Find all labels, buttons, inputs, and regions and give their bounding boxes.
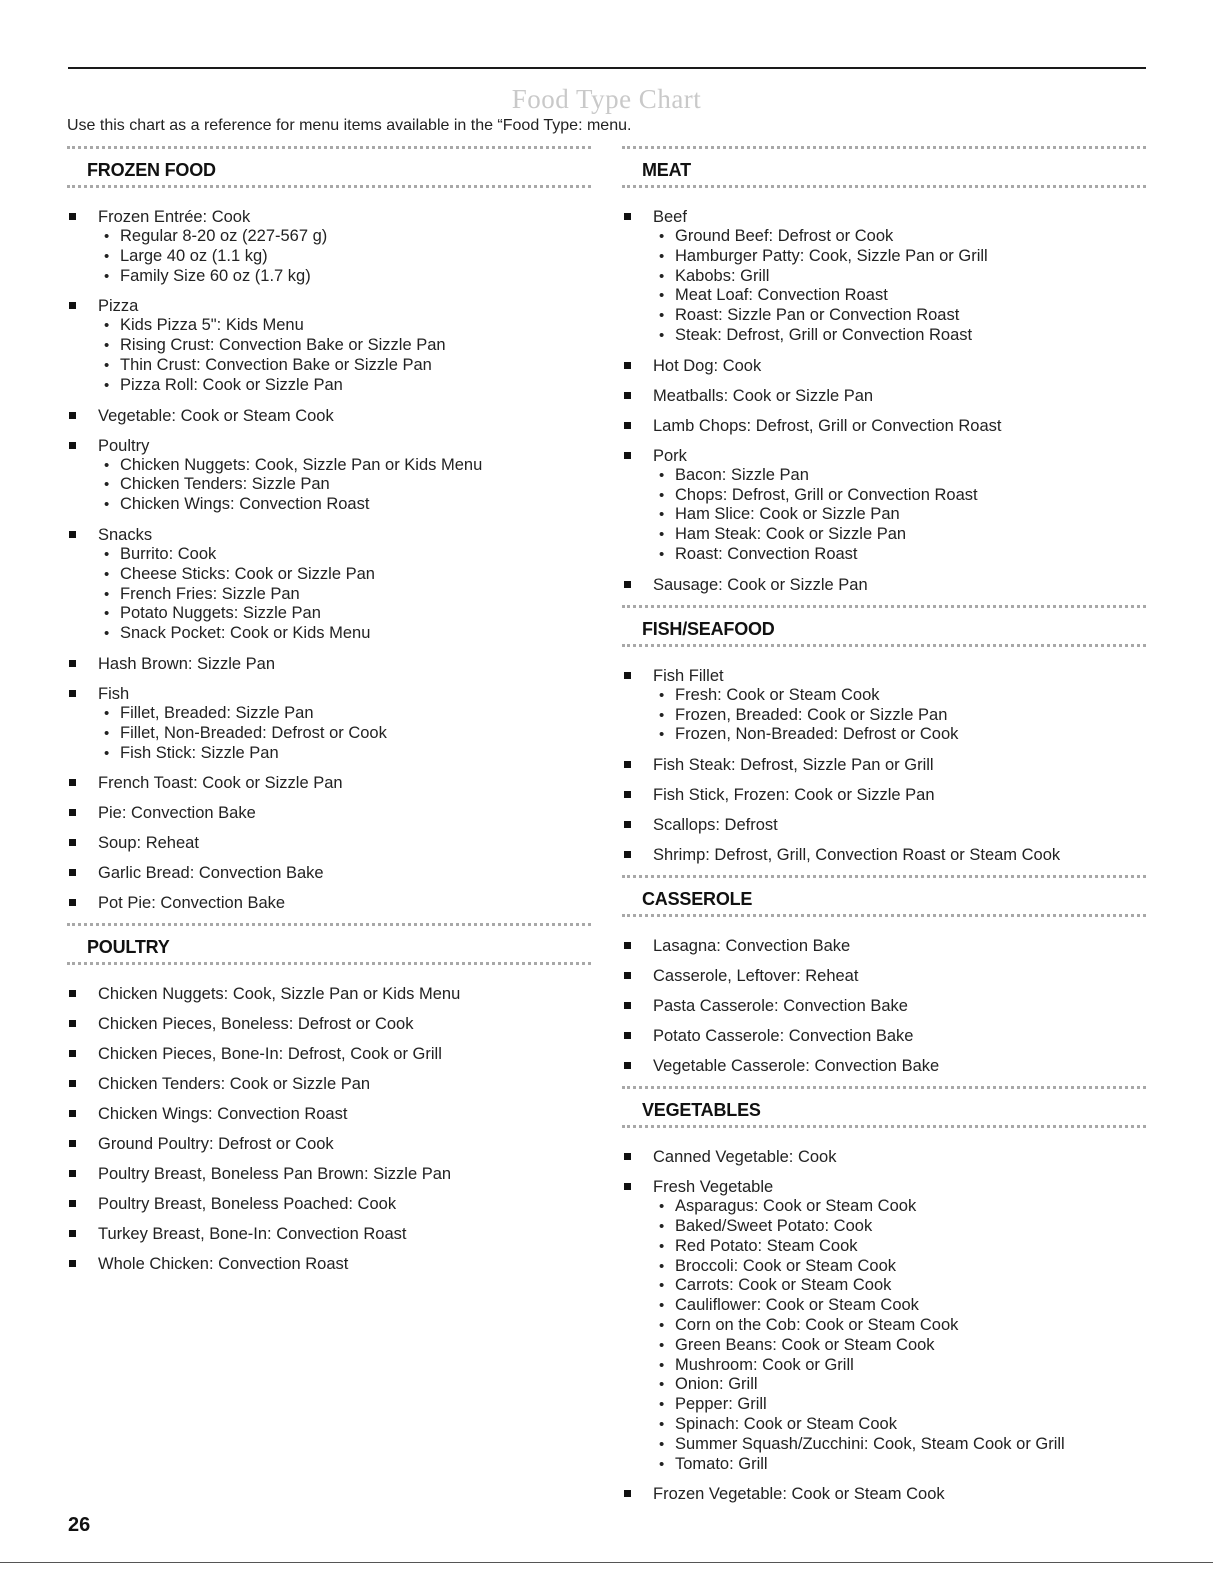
item-text: Chicken Pieces, Boneless: Defrost or Cook <box>98 1015 414 1034</box>
square-bullet-icon <box>622 785 653 805</box>
square-bullet-icon <box>622 416 653 436</box>
sub-list-item: • Regular 8-20 oz (227-567 g) <box>98 227 591 247</box>
sub-list-item: • Fresh: Cook or Steam Cook <box>653 686 1146 706</box>
square-bullet-icon <box>622 575 653 595</box>
sub-list-item: • Fillet, Breaded: Sizzle Pan <box>98 704 591 724</box>
item-body <box>98 1194 591 1214</box>
sub-list-item: • Tomato: Grill <box>653 1455 1146 1475</box>
item-body <box>653 845 1146 865</box>
square-bullet-icon <box>67 1254 98 1274</box>
sub-list <box>653 227 1146 346</box>
sub-list-item: • Snack Pocket: Cook or Kids Menu <box>98 624 591 644</box>
list-item <box>622 845 1146 865</box>
sub-list-item: • Chicken Wings: Convection Roast <box>98 495 591 515</box>
sub-list-item: • Kabobs: Grill <box>653 267 1146 287</box>
section-header <box>622 1086 1146 1128</box>
item-text: Pork <box>653 446 687 465</box>
sub-list-item: • French Fries: Sizzle Pan <box>98 585 591 605</box>
sub-list-item: • Red Potato: Steam Cook <box>653 1237 1146 1257</box>
item-text: Pie: Convection Bake <box>98 804 256 823</box>
section-header-text: FROZEN FOOD <box>87 160 216 180</box>
section-header-text: CASSEROLE <box>642 889 753 910</box>
sub-list-item: • Chicken Tenders: Sizzle Pan <box>98 475 591 495</box>
list-item <box>622 1056 1146 1076</box>
section-casserole <box>622 875 1146 1076</box>
list-item <box>622 416 1146 436</box>
item-body <box>653 936 1146 956</box>
sub-list-item: • Rising Crust: Convection Bake or Sizzle Pan <box>98 336 591 356</box>
list-item <box>67 1074 591 1094</box>
item-text: Meatballs: Cook or Sizzle Pan <box>653 386 874 405</box>
sub-list-item: • Ground Beef: Defrost or Cook <box>653 227 1146 247</box>
sub-list-item: • Onion: Grill <box>653 1375 1146 1395</box>
square-bullet-icon <box>67 654 98 674</box>
item-body <box>653 386 1146 406</box>
square-bullet-icon <box>67 1224 98 1244</box>
sub-list-item: • Ham Slice: Cook or Sizzle Pan <box>653 505 1146 525</box>
list-item <box>67 436 591 515</box>
list-item <box>622 755 1146 775</box>
square-bullet-icon <box>67 1164 98 1184</box>
sub-list-item: • Green Beans: Cook or Steam Cook <box>653 1336 1146 1356</box>
sub-list-item: • Kids Pizza 5": Kids Menu <box>98 316 591 336</box>
item-text: Lasagna: Convection Bake <box>653 937 851 956</box>
item-text: Sausage: Cook or Sizzle Pan <box>653 575 868 594</box>
sub-list-item: • Potato Nuggets: Sizzle Pan <box>98 604 591 624</box>
list-item <box>622 356 1146 376</box>
square-bullet-icon <box>622 1177 653 1474</box>
item-text: Hot Dog: Cook <box>653 356 762 375</box>
item-body <box>653 815 1146 835</box>
list-item <box>622 1484 1146 1504</box>
list-item <box>622 1147 1146 1167</box>
item-body <box>98 207 591 286</box>
section-header-text: VEGETABLES <box>642 1100 761 1121</box>
item-body <box>98 803 591 823</box>
item-body <box>98 984 591 1004</box>
item-body <box>653 666 1146 745</box>
item-body <box>98 833 591 853</box>
list-item <box>67 1044 591 1064</box>
square-bullet-icon <box>67 1074 98 1094</box>
sub-list-item: • Chops: Defrost, Grill or Convection Roast <box>653 486 1146 506</box>
item-text: Fresh Vegetable <box>653 1178 774 1197</box>
square-bullet-icon <box>622 936 653 956</box>
item-text: Beef <box>653 208 687 226</box>
bottom-rule <box>0 1562 1213 1563</box>
item-body <box>653 446 1146 565</box>
list-item <box>67 863 591 883</box>
sub-list-item: • Mushroom: Cook or Grill <box>653 1356 1146 1376</box>
square-bullet-icon <box>622 1026 653 1046</box>
item-text: Fish Stick, Frozen: Cook or Sizzle Pan <box>653 786 935 805</box>
list-item <box>622 666 1146 745</box>
item-text: Lamb Chops: Defrost, Grill or Convection Roast <box>653 416 1002 435</box>
item-text: Fish Fillet <box>653 666 724 685</box>
page-number: 26 <box>68 1514 91 1536</box>
section-header <box>67 923 591 965</box>
sub-list-item: • Fish Stick: Sizzle Pan <box>98 744 591 764</box>
sub-list-item: • Cheese Sticks: Cook or Sizzle Pan <box>98 565 591 585</box>
list-item <box>622 996 1146 1016</box>
item-text: Snacks <box>98 525 153 544</box>
item-body <box>98 1224 591 1244</box>
list-item <box>67 406 591 426</box>
square-bullet-icon <box>622 386 653 406</box>
item-body <box>98 1164 591 1184</box>
section-meat <box>622 146 1146 595</box>
square-bullet-icon <box>67 406 98 426</box>
square-bullet-icon <box>622 815 653 835</box>
item-body <box>98 406 591 426</box>
sub-list-item: • Roast: Sizzle Pan or Convection Roast <box>653 306 1146 326</box>
list-item <box>67 1194 591 1214</box>
sub-list-item: • Family Size 60 oz (1.7 kg) <box>98 267 591 287</box>
list-item <box>67 833 591 853</box>
sub-list <box>98 545 591 644</box>
square-bullet-icon <box>67 893 98 913</box>
list-item <box>622 446 1146 565</box>
item-text: Shrimp: Defrost, Grill, Convection Roast or Steam Cook <box>653 846 1061 865</box>
square-bullet-icon <box>622 845 653 865</box>
intro-text: Use this chart as a reference for menu items available in the “Food Type: menu. <box>67 117 632 134</box>
sub-list-item: • Steak: Defrost, Grill or Convection Roast <box>653 326 1146 346</box>
item-body <box>653 966 1146 986</box>
item-text: Chicken Nuggets: Cook, Sizzle Pan or Kids Menu <box>98 985 461 1004</box>
item-text: Scallops: Defrost <box>653 816 778 835</box>
sub-list-item: • Cauliflower: Cook or Steam Cook <box>653 1296 1146 1316</box>
sub-list-item: • Spinach: Cook or Steam Cook <box>653 1415 1146 1435</box>
list-item <box>67 803 591 823</box>
square-bullet-icon <box>67 833 98 853</box>
item-text: French Toast: Cook or Sizzle Pan <box>98 774 343 793</box>
square-bullet-icon <box>67 773 98 793</box>
item-body <box>653 416 1146 436</box>
page-title: Food Type Chart <box>511 84 702 114</box>
list-item <box>622 815 1146 835</box>
item-text: Fish Steak: Defrost, Sizzle Pan or Grill <box>653 756 934 775</box>
sub-list-item: • Bacon: Sizzle Pan <box>653 466 1146 486</box>
sub-list-item: • Burrito: Cook <box>98 545 591 565</box>
sub-list-item: • Roast: Convection Roast <box>653 545 1146 565</box>
item-body <box>98 1014 591 1034</box>
item-text: Frozen Vegetable: Cook or Steam Cook <box>653 1485 945 1504</box>
section-header-text: FISH/SEAFOOD <box>642 618 775 639</box>
square-bullet-icon <box>622 356 653 376</box>
item-body <box>653 575 1146 595</box>
square-bullet-icon <box>622 207 653 346</box>
sub-list <box>653 686 1146 745</box>
list-item <box>622 575 1146 595</box>
square-bullet-icon <box>67 684 98 763</box>
section-header-text: POULTRY <box>87 937 170 958</box>
square-bullet-icon <box>67 436 98 515</box>
item-text: Fish <box>98 684 130 703</box>
sub-list-item: • Broccoli: Cook or Steam Cook <box>653 1257 1146 1277</box>
square-bullet-icon <box>622 966 653 986</box>
item-text: Casserole, Leftover: Reheat <box>653 967 859 986</box>
item-text: Pot Pie: Convection Bake <box>98 894 286 913</box>
square-bullet-icon <box>67 1134 98 1154</box>
item-body <box>653 996 1146 1016</box>
sub-list-item: • Thin Crust: Convection Bake or Sizzle Pan <box>98 356 591 376</box>
item-body <box>653 356 1146 376</box>
list-item <box>67 296 591 395</box>
left-column <box>67 146 591 1284</box>
right-column <box>622 146 1146 1514</box>
item-text: Turkey Breast, Bone-In: Convection Roast <box>98 1225 407 1244</box>
sub-list-item: • Summer Squash/Zucchini: Cook, Steam Cook or Grill <box>653 1435 1146 1455</box>
item-text: Chicken Pieces, Bone-In: Defrost, Cook or Grill <box>98 1045 442 1064</box>
square-bullet-icon <box>67 296 98 395</box>
sub-list-item: • Meat Loaf: Convection Roast <box>653 286 1146 306</box>
square-bullet-icon <box>622 1484 653 1504</box>
list-item <box>67 1254 591 1274</box>
section-header <box>622 605 1146 647</box>
sub-list-item: • Chicken Nuggets: Cook, Sizzle Pan or Kids Menu <box>98 456 591 476</box>
sub-list-item: • Asparagus: Cook or Steam Cook <box>653 1197 1146 1217</box>
top-rule <box>68 67 1146 69</box>
list-item <box>67 654 591 674</box>
item-text: Vegetable Casserole: Convection Bake <box>653 1057 940 1076</box>
item-text: Ground Poultry: Defrost or Cook <box>98 1135 334 1154</box>
item-body <box>98 1134 591 1154</box>
square-bullet-icon <box>67 525 98 644</box>
section-poultry <box>67 923 591 1274</box>
list-item <box>67 1014 591 1034</box>
list-item <box>67 773 591 793</box>
square-bullet-icon <box>67 1014 98 1034</box>
sub-list-item: • Corn on the Cob: Cook or Steam Cook <box>653 1316 1146 1336</box>
item-body <box>653 207 1146 346</box>
section-header <box>622 146 1146 188</box>
item-text: Canned Vegetable: Cook <box>653 1148 837 1167</box>
item-body <box>653 1177 1146 1474</box>
item-text: Pizza <box>98 297 139 316</box>
list-item <box>622 785 1146 805</box>
square-bullet-icon <box>67 863 98 883</box>
item-text: Poultry Breast, Boneless Pan Brown: Sizzle Pan <box>98 1165 452 1184</box>
item-body <box>653 785 1146 805</box>
item-text: Pasta Casserole: Convection Bake <box>653 997 908 1016</box>
item-text: Potato Casserole: Convection Bake <box>653 1027 914 1046</box>
item-body <box>653 755 1146 775</box>
list-item <box>622 936 1146 956</box>
square-bullet-icon <box>67 803 98 823</box>
item-text: Hash Brown: Sizzle Pan <box>98 654 275 673</box>
sub-list <box>98 316 591 395</box>
list-item <box>622 966 1146 986</box>
list-item <box>67 1164 591 1184</box>
section-frozen-food <box>67 146 591 913</box>
square-bullet-icon <box>622 996 653 1016</box>
square-bullet-icon <box>622 1147 653 1167</box>
item-body <box>98 654 591 674</box>
item-text: Chicken Wings: Convection Roast <box>98 1105 348 1124</box>
square-bullet-icon <box>67 1194 98 1214</box>
square-bullet-icon <box>67 1104 98 1124</box>
square-bullet-icon <box>67 207 98 286</box>
square-bullet-icon <box>622 446 653 565</box>
list-item <box>67 525 591 644</box>
item-text: Whole Chicken: Convection Roast <box>98 1255 349 1274</box>
sub-list-item: • Fillet, Non-Breaded: Defrost or Cook <box>98 724 591 744</box>
item-body <box>98 863 591 883</box>
list-item <box>67 684 591 763</box>
square-bullet-icon <box>67 984 98 1004</box>
item-body <box>98 773 591 793</box>
sub-list-item: • Pizza Roll: Cook or Sizzle Pan <box>98 376 591 396</box>
sub-list-item: • Hamburger Patty: Cook, Sizzle Pan or Grill <box>653 247 1146 267</box>
sub-list-item: • Frozen, Non-Breaded: Defrost or Cook <box>653 725 1146 745</box>
item-body <box>98 436 591 515</box>
square-bullet-icon <box>622 755 653 775</box>
sub-list-item: • Large 40 oz (1.1 kg) <box>98 247 591 267</box>
item-text: Poultry <box>98 436 150 455</box>
section-header <box>67 146 591 188</box>
item-body <box>98 893 591 913</box>
list-item <box>67 207 591 286</box>
sub-list <box>98 704 591 763</box>
section-header <box>622 875 1146 917</box>
sub-list <box>98 227 591 286</box>
item-text: Garlic Bread: Convection Bake <box>98 864 324 883</box>
item-body <box>98 296 591 395</box>
list-item <box>622 386 1146 406</box>
sub-list <box>98 456 591 515</box>
sub-list-item: • Baked/Sweet Potato: Cook <box>653 1217 1146 1237</box>
item-body <box>98 1104 591 1124</box>
item-body <box>98 1254 591 1274</box>
list-item <box>67 893 591 913</box>
list-item <box>67 984 591 1004</box>
section-vegetables <box>622 1086 1146 1504</box>
item-text: Frozen Entrée: Cook <box>98 208 251 226</box>
sub-list <box>653 466 1146 565</box>
list-item <box>67 1134 591 1154</box>
list-item <box>622 1177 1146 1474</box>
item-body <box>98 684 591 763</box>
list-item <box>622 207 1146 346</box>
sub-list <box>653 1197 1146 1474</box>
item-body <box>653 1056 1146 1076</box>
item-text: Soup: Reheat <box>98 834 199 853</box>
item-body <box>98 1074 591 1094</box>
square-bullet-icon <box>67 1044 98 1064</box>
list-item <box>622 1026 1146 1046</box>
list-item <box>67 1224 591 1244</box>
item-text: Chicken Tenders: Cook or Sizzle Pan <box>98 1075 371 1094</box>
item-body <box>98 1044 591 1064</box>
section-fish-seafood <box>622 605 1146 865</box>
item-body <box>653 1147 1146 1167</box>
sub-list-item: • Frozen, Breaded: Cook or Sizzle Pan <box>653 706 1146 726</box>
sub-list-item: • Ham Steak: Cook or Sizzle Pan <box>653 525 1146 545</box>
sub-list-item: • Carrots: Cook or Steam Cook <box>653 1276 1146 1296</box>
sub-list-item: • Pepper: Grill <box>653 1395 1146 1415</box>
section-header-text: MEAT <box>642 160 691 180</box>
item-text: Poultry Breast, Boneless Poached: Cook <box>98 1195 397 1214</box>
list-item <box>67 1104 591 1124</box>
square-bullet-icon <box>622 666 653 745</box>
square-bullet-icon <box>622 1056 653 1076</box>
item-body <box>98 525 591 644</box>
item-body <box>653 1026 1146 1046</box>
item-body <box>653 1484 1146 1504</box>
item-text: Vegetable: Cook or Steam Cook <box>98 406 334 425</box>
